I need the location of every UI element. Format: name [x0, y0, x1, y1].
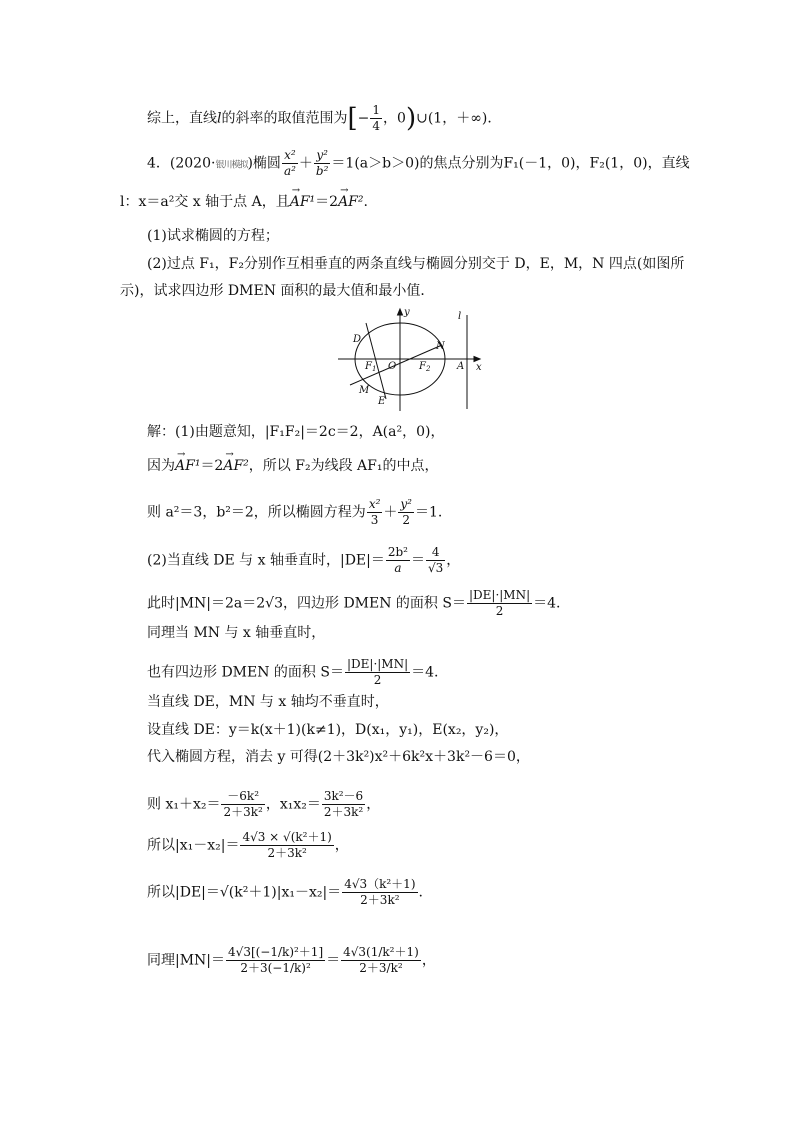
label-F1: $F_1$: [365, 361, 377, 373]
label-N: N: [436, 341, 445, 352]
label-A: A: [457, 361, 465, 372]
label-M: M: [359, 385, 370, 396]
solution-line-13: 所以|DE|＝√(k²＋1)|x₁－x₂|＝ $\frac{\text{4√3（k²＋1)}}{\text{2＋3k²}}$ .: [147, 877, 423, 907]
question-4-part2-line2: 示)，试求四边形 DMEN 面积的最大值和最小值．: [120, 283, 435, 299]
solution-line-5: 此时|MN|＝2a＝2√3，四边形 DMEN 的面积 S＝ $\frac{|DE|\cdot|MN|}{2}$ ＝4.: [147, 588, 561, 618]
y-axis-arrow: [398, 309, 403, 315]
fraction-one-quarter: $\frac{1}{4}$: [372, 103, 381, 133]
solution-line-10: 代入椭圆方程，消去 y 可得(2＋3k²)x²＋6k²x＋3k²－6＝0，: [147, 749, 530, 765]
label-O: O: [388, 361, 397, 372]
label-x: x: [476, 362, 482, 373]
solution-line-11: 则 x₁＋x₂＝ $\frac{\text{－6k²}}{\text{2＋3k²}}$ ，x₁x₂＝ $\frac{\text{3k²－6}}{\text{2＋3k²}}$ ，: [147, 789, 381, 819]
solution-line-4: (2)当直线 DE 与 x 轴垂直时，|DE|＝ $\frac{\text{2b²}}{a}$ ＝ $\frac{4}{√3}$ ，: [147, 545, 461, 575]
source-badge: 银川模拟: [215, 160, 248, 171]
solution-line-1: 解：(1)由题意知，|F₁F₂|＝2c＝2，A(a²，0)，: [147, 424, 445, 440]
question-4-line2: l：x＝a²交 x 轴于点 A，且→ AF¹＝2→ AF².: [120, 192, 368, 212]
x-axis-arrow: [474, 357, 480, 362]
solution-line-14: 同理|MN|＝ $\frac{\text{4√3[(−1/k)²＋1]}}{\text{2＋3(−1/k)²}}$ ＝ $\frac{\text{4√3(1/k²＋1)}}{\text{2＋3/k²}}$ ，: [147, 945, 436, 975]
solution-line-8: 当直线 DE，MN 与 x 轴均不垂直时，: [147, 694, 389, 710]
solution-line-9: 设直线 DE：y＝k(x＋1)(k≠1)，D(x₁，y₁)，E(x₂，y₂)，: [147, 722, 509, 738]
solution-line-2: 因为→ AF¹＝2→ AF²，所以 F₂为线段 AF₁的中点，: [147, 456, 438, 476]
label-F2: $F_2$: [419, 361, 431, 373]
label-E: E: [378, 396, 386, 407]
solution-line-3: 则 a²＝3，b²＝2，所以椭圆方程为 $\frac{\text{x²}}{3}$ ＋ $\frac{\text{y²}}{2}$ ＝1.: [147, 497, 443, 527]
label-l: l: [458, 311, 462, 322]
label-y: y: [404, 307, 410, 318]
conclusion-line: 综上，直线l的斜率的取值范围为[− $\frac{1}{4}$ ，0)∪(1，＋∞)．: [147, 103, 502, 134]
question-4-part2-line1: (2)过点 F₁，F₂分别作互相垂直的两条直线与椭圆分别交于 D，E，M，N 四点(如图所: [147, 256, 685, 272]
question-4-line1: 4．(2020·银川模拟)椭圆 $\frac{\text{x²}}{\text{a²}}$ ＋ $\frac{\text{y²}}{\text{b²}}$ ＝1(a＞b＞0)的焦点分别为F₁(－1，0)，F₂(1，0)，直线: [147, 148, 690, 178]
solution-line-12: 所以|x₁－x₂|＝ $\frac{\text{4√3 × √(k²＋1)}}{\text{2＋3k²}}$ ，: [147, 830, 349, 860]
solution-line-6: 同理当 MN 与 x 轴垂直时，: [147, 625, 326, 641]
question-4-part1: (1)试求椭圆的方程；: [147, 228, 279, 244]
ellipse-figure: [330, 305, 490, 413]
solution-line-7: 也有四边形 DMEN 的面积 S＝ $\frac{|DE|\cdot|MN|}{2}$ ＝4.: [147, 657, 439, 687]
label-D: D: [353, 334, 362, 345]
